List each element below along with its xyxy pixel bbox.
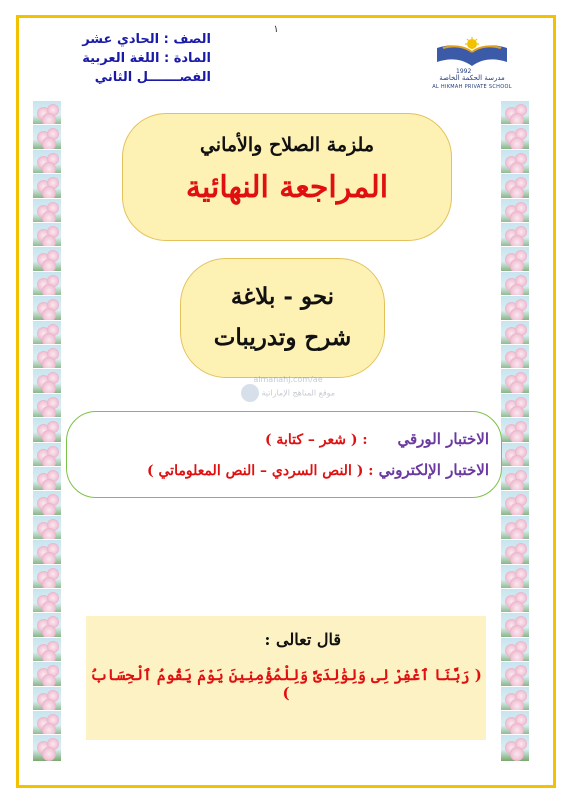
grade-text: الصف : الحادي عشر (82, 32, 211, 47)
flower-image (32, 734, 62, 762)
paper-exam-value: : ( شعر – كتابة ) (264, 432, 368, 448)
logo-name-en: AL HIKMAH PRIVATE SCHOOL (432, 84, 512, 90)
term-text: الفصـــــــل الثاني (94, 70, 211, 85)
page-number: ١ (273, 24, 279, 35)
topics-line-1: نحو - بلاغة (230, 283, 335, 310)
title-box (122, 113, 452, 241)
subject-text: المادة : اللغة العربية (82, 51, 211, 66)
title-main: المراجعة النهائية (185, 170, 389, 205)
electronic-exam-label: الاختبار الإلكتروني (378, 461, 489, 479)
school-logo (431, 36, 513, 92)
paper-exam-row (265, 430, 489, 448)
electronic-exam-row (147, 461, 489, 479)
paper-exam-label: الاختبار الورقي (397, 430, 489, 448)
title-subtitle: ملزمة الصلاح والأماني (199, 134, 375, 156)
verse-intro: قال تعالى : (264, 630, 341, 649)
watermark-url: almanahj.com/ae (253, 375, 323, 384)
topics-line-2: شرح وتدريبات (213, 324, 352, 351)
logo-year: 1992 (456, 68, 472, 75)
watermark-name: موقع المناهج الإماراتية (261, 388, 336, 398)
electronic-exam-value: : ( النص السردي – النص المعلوماتي ) (147, 463, 374, 479)
header-info (51, 30, 211, 87)
quran-verse-box (86, 616, 486, 740)
exam-info-box (66, 411, 502, 498)
verse-text: ( رَبَّنَا ٱغْفِرْ لِى وَلِوَٰلِدَىَّ وَلِلْمُؤْمِنِينَ يَوْمَ يَقُومُ ٱلْحِسَابُ ) (90, 666, 482, 702)
open-book-icon (431, 36, 513, 70)
watermark (228, 375, 348, 415)
logo-name-ar: مدرسة الحكمة الخاصة (439, 74, 505, 82)
watermark-logo-icon (241, 384, 259, 402)
flower-image (500, 734, 530, 762)
topics-box (180, 258, 385, 378)
